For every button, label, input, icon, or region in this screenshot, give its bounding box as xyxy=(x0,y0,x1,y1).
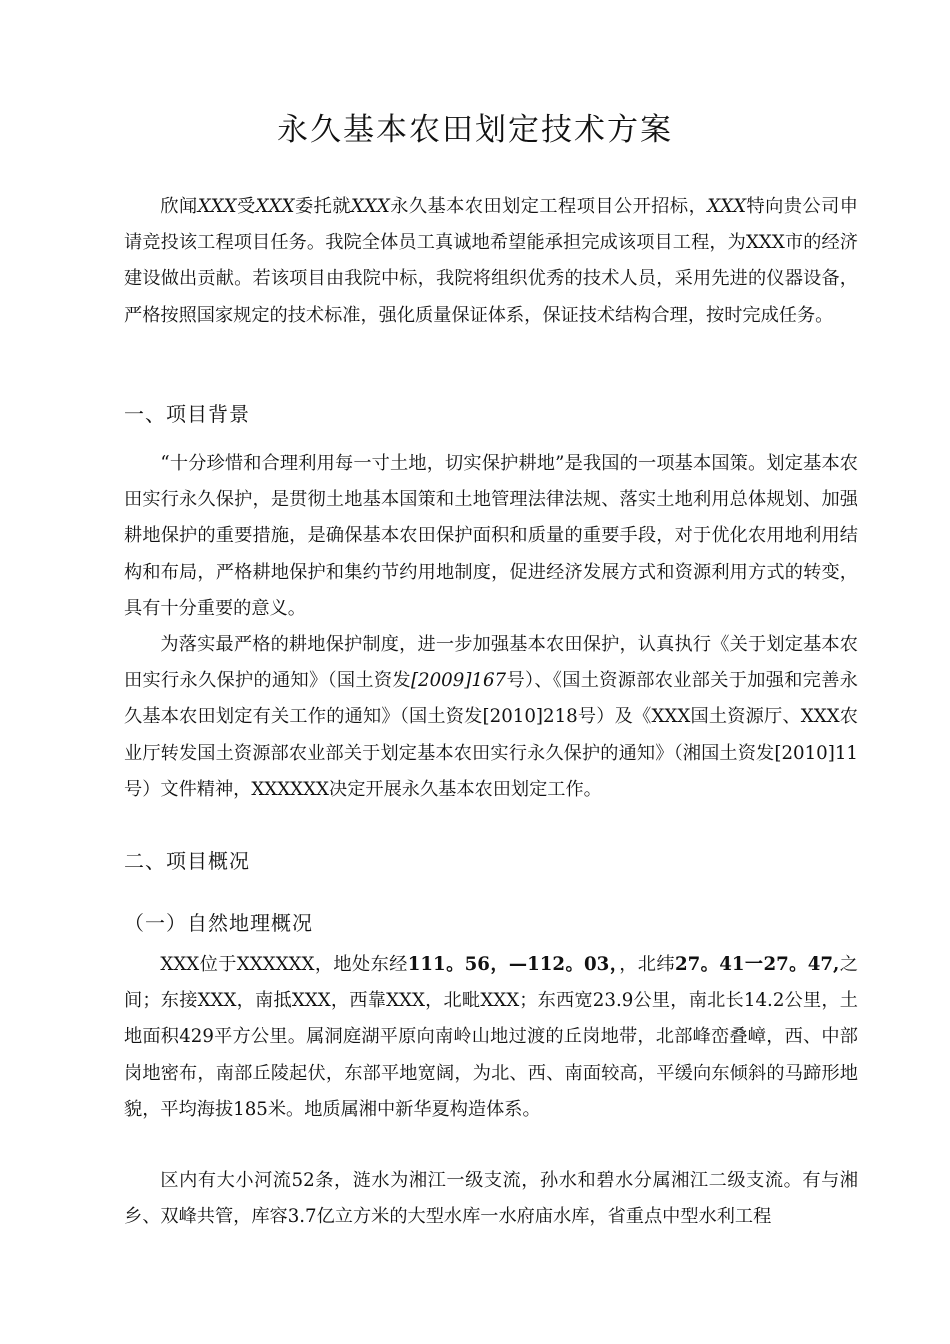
geography-paragraph-1 xyxy=(124,947,858,1128)
geography-paragraph-2: 区内有大小河流52条，涟水为湘江一级支流，孙水和碧水分属湘江二级支流。有与湘乡、双峰共管，库容3.7亿立方米的大型水库一水府庙水库，省重点中型水利工程 xyxy=(124,1170,858,1228)
geography-p1-text-2: ，北纬 xyxy=(619,954,675,975)
background-paragraph-2 xyxy=(124,627,858,808)
geography-latitude: 27。41一27。47, xyxy=(674,954,840,975)
intro-text-1: 欣闻 xyxy=(160,196,198,217)
geography-longitude: 111。56，—112。03， xyxy=(407,954,620,975)
intro-placeholder-4: XXX xyxy=(707,196,747,217)
intro-paragraph xyxy=(124,189,858,334)
intro-text-3: 委托就 xyxy=(294,196,351,217)
background-p2-text-2: 号）、《国土资源部农业部关于加强和完善永久基本农田划定有关工作的通知》（国土资发[2010]218号）及《XXX国土资源厅、XXX农业厅转发国土资源部农业部关于划定基本农田实行永久保护的通知》（湘国土资发[2010]11号）文件精神，XXXXXX决定开展永久基本农田划定工作。 xyxy=(124,670,858,800)
background-paragraph-1: “十分珍惜和合理利用每一寸土地，切实保护耕地”是我国的一项基本国策。划定基本农田实行永久保护，是贯彻土地基本国策和土地管理法律法规、落实土地利用总体规划、加强耕地保护的重要措施，是确保基本农田保护面积和质量的重要手段，对于优化农用地利用结构和布局，严格耕地保护和集约节约用地制度，促进经济发展方式和资源利用方式的转变，具有十分重要的意义。 xyxy=(124,453,858,619)
intro-placeholder-3: XXX xyxy=(350,196,390,217)
background-p2-doc-number: [2009]167 xyxy=(410,670,507,692)
document-title: 永久基本农田划定技术方案 xyxy=(277,112,673,148)
section-heading-overview: 二、项目概况 xyxy=(124,849,250,873)
intro-text-4: 永久基本农田划定工程项目公开招标， xyxy=(389,196,708,217)
intro-text-5: 特向贵公司申请竞投该工程项目任务。我院全体员工真诚地希望能承担完成该项目工程，为XXX市的经济建设做出贡献。若该项目由我院中标，我院将组织优秀的技术人员，采用先进的仪器设备，严格按照国家规定的技术标准，强化质量保证体系，保证技术结构合理，按时完成任务。 xyxy=(124,196,858,326)
intro-placeholder-2: XXX xyxy=(255,196,295,217)
subsection-heading-geography: （一）自然地理概况 xyxy=(124,911,313,935)
geography-p1-text-3: 之间；东接XXX，南抵XXX，西靠XXX，北毗XXX；东西宽23.9公里，南北长14.2公里，土地面积429平方公里。属洞庭湖平原向南岭山地过渡的丘岗地带，北部峰峦叠嶂，西、中部岗地密布，南部丘陵起伏，东部平地宽阔，为北、西、南面较高，平缓向东倾斜的马蹄形地貌，平均海拔185米。地质属湘中新华夏构造体系。 xyxy=(124,954,858,1120)
intro-text-2: 受 xyxy=(236,196,256,217)
background-p2-text-1: 为落实最严格的耕地保护制度，进一步加强基本农田保护，认真执行《关于划定基本农田实行永久保护的通知》（国土资发 xyxy=(124,634,858,692)
section-heading-background: 一、项目背景 xyxy=(124,402,250,426)
geography-p1-text-1: XXX位于XXXXXX，地处东经 xyxy=(160,954,408,975)
intro-placeholder-1: XXX xyxy=(197,196,237,217)
